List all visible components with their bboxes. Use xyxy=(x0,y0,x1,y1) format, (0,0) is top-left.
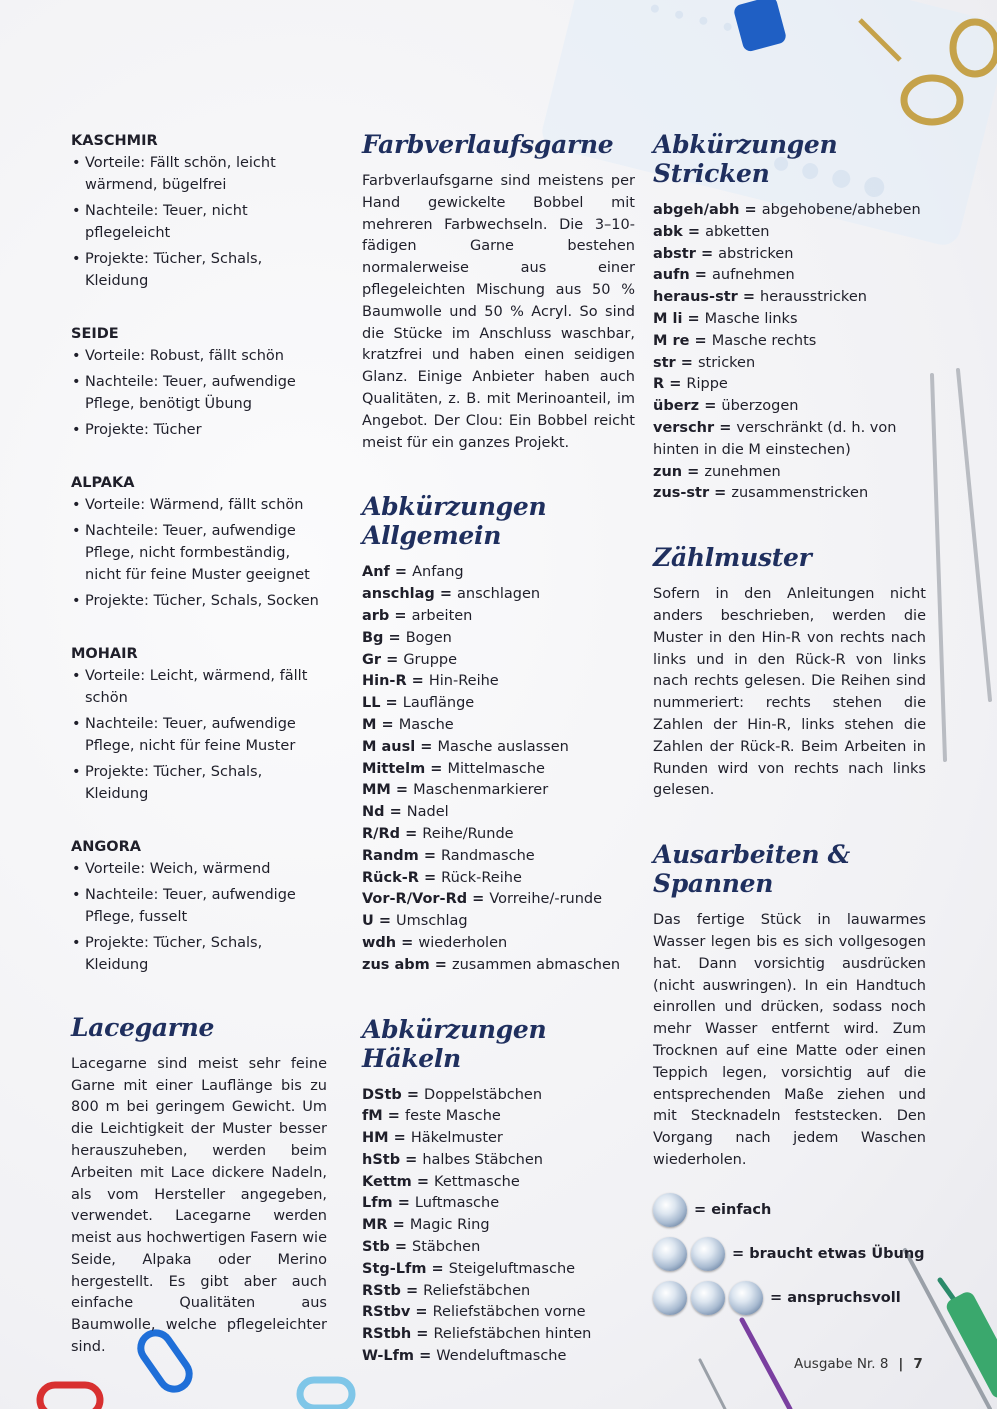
yarn-ball-icon xyxy=(653,1281,687,1315)
equals-sign: = xyxy=(664,376,687,393)
fiber-title: MOHAIR xyxy=(71,645,138,662)
abbreviation-key: Rück-R xyxy=(362,869,419,886)
equals-sign: = xyxy=(737,289,761,306)
fiber-bullet-item: • Nachteile: Teuer, aufwendige Pflege, benötigt Übung xyxy=(71,372,327,416)
yarn-ball-icon xyxy=(653,1193,687,1227)
abbreviation-value: abstricken xyxy=(718,245,794,262)
fiber-title: SEIDE xyxy=(71,325,119,342)
equals-sign: = xyxy=(689,332,712,349)
abbreviation-value: zusammenstricken xyxy=(731,485,869,502)
abbreviation-key: Stg-Lfm xyxy=(362,1260,427,1277)
abbreviation-key: M xyxy=(362,716,377,733)
abbreviation-key: M re xyxy=(653,332,690,349)
abbreviation-value: Reliefstäbchen hinten xyxy=(433,1326,592,1343)
zaehlmuster-heading: Zählmuster xyxy=(653,543,812,573)
abbreviation-key: R/Rd xyxy=(362,825,401,842)
fiber-bullets xyxy=(71,346,327,442)
page-footer xyxy=(794,1356,923,1372)
ausarbeiten-text: Das fertige Stück in lauwarmes Wasser legen bis es sich vollgesogen hat. Dann vorsichtig ausdrücken (nicht auswringen). In ein Handtuch einrollen und drücken, sodass noch mehr Wasser entfernt wird. Zum Trocknen auf eine Matte oder einen Teppich legen, vorsichtig auf die entsprechenden Maße ziehen und mit Stecknadeln feststecken. Den Vorgang nach jedem Waschen wiederholen. xyxy=(653,912,926,1168)
abbreviation-value: Lauflänge xyxy=(402,695,475,712)
fiber-title: ALPAKA xyxy=(71,474,135,491)
abbreviation-key: wdh xyxy=(362,934,397,951)
column-left xyxy=(71,130,327,1359)
difficulty-row xyxy=(653,1232,926,1276)
fiber-bullet-item: • Vorteile: Weich, wärmend xyxy=(71,859,327,881)
fiber-bullet-item: • Nachteile: Teuer, nicht pflegeleicht xyxy=(71,201,327,245)
ausarbeiten-heading-line1: Ausarbeiten & xyxy=(653,840,850,870)
abbreviation-value: wiederholen xyxy=(418,934,508,951)
abbreviation-key: abstr xyxy=(653,245,696,262)
abbreviation-item xyxy=(653,265,926,287)
fiber-section xyxy=(71,836,327,977)
abbreviation-key: Anf xyxy=(362,564,390,581)
abbreviation-item xyxy=(362,606,635,628)
abbreviation-item xyxy=(362,562,635,584)
abbreviation-value: herausstricken xyxy=(760,289,867,306)
lacegarne-text: Lacegarne sind meist sehr feine Garne mit einer Lauflänge bis zu 800 m bei geringem Gewicht. Um die Leichtigkeit der Muster besser herauszuheben, werden beim Arbeiten mit Lace dickere Nadeln, als vom Hersteller angegeben, verwendet. Lacegarne werden meist aus hochwertigen Fasern wie Seide, Alpaka oder Merino hergestellt. Es gibt aber auch einfache Qualitäten aus Baumwolle, welche pflegeleichter sind. xyxy=(71,1055,327,1356)
abbreviation-value: Luftmasche xyxy=(414,1195,500,1212)
abbreviation-item xyxy=(653,374,926,396)
equals-sign: = xyxy=(682,223,706,240)
abbreviation-value: Gruppe xyxy=(403,651,458,668)
abbreviation-key: LL xyxy=(362,695,381,712)
abbreviation-item xyxy=(362,715,635,737)
fiber-section xyxy=(71,472,327,613)
abbreviation-value: Nadel xyxy=(406,804,449,821)
abbreviation-key: zun xyxy=(653,463,683,480)
equals-sign: = xyxy=(406,673,429,690)
fiber-bullet-item: • Vorteile: Wärmend, fällt schön xyxy=(71,495,327,517)
abbreviation-key: abgeh/abh xyxy=(653,202,740,218)
abbreviation-item xyxy=(362,1215,635,1237)
abbreviation-item xyxy=(362,1281,635,1303)
abk-allgemein-heading-line1: Abkürzungen xyxy=(362,492,547,522)
equals-sign: = xyxy=(387,1217,410,1234)
fiber-title: ANGORA xyxy=(71,838,141,855)
abbreviation-value: Maschenmarkierer xyxy=(413,782,549,799)
fiber-bullet-item: • Projekte: Tücher, Schals, Kleidung xyxy=(71,249,327,293)
fiber-sections xyxy=(71,130,327,977)
difficulty-label: = einfach xyxy=(694,1201,772,1218)
abbreviation-value: abketten xyxy=(705,223,770,240)
abbreviation-item xyxy=(653,353,926,375)
equals-sign: = xyxy=(373,913,397,930)
abbreviation-value: Wendeluftmasche xyxy=(436,1348,567,1365)
abbreviation-value: Masche xyxy=(398,716,454,733)
column-right xyxy=(653,130,926,1320)
fiber-bullet-item: • Projekte: Tücher, Schals, Socken xyxy=(71,591,327,613)
equals-sign: = xyxy=(709,485,732,502)
equals-sign: = xyxy=(699,398,722,415)
equals-sign: = xyxy=(400,825,423,842)
abbreviation-key: str xyxy=(653,354,676,371)
equals-sign: = xyxy=(414,1348,437,1365)
abk-haekeln-heading: Abkürzungen Häkeln xyxy=(362,1014,547,1073)
fiber-bullets xyxy=(71,153,327,293)
abbreviation-value: Häkelmuster xyxy=(410,1130,503,1147)
abbreviation-key: hStb xyxy=(362,1151,401,1168)
abbreviation-item xyxy=(653,396,926,418)
fiber-section xyxy=(71,323,327,442)
abk-stricken-list xyxy=(653,200,926,505)
abbreviation-value: Reliefstäbchen vorne xyxy=(432,1304,586,1321)
abbreviation-value: Stäbchen xyxy=(412,1239,481,1256)
abbreviation-value: Anfang xyxy=(412,564,464,581)
abbreviation-key: Vor-R/Vor-Rd xyxy=(362,891,468,908)
abbreviation-item xyxy=(362,1085,635,1107)
equals-sign: = xyxy=(411,1173,435,1190)
yarn-ball-icon xyxy=(691,1237,725,1271)
fiber-bullet-item: • Vorteile: Robust, fällt schön xyxy=(71,346,327,368)
equals-sign: = xyxy=(695,245,719,262)
abbreviation-item xyxy=(653,483,926,505)
abbreviation-item xyxy=(362,1150,635,1172)
abbreviation-item xyxy=(653,331,926,353)
footer-separator: | xyxy=(898,1356,904,1372)
abbreviation-item xyxy=(362,671,635,693)
abbreviation-item xyxy=(362,584,635,606)
abbreviation-item xyxy=(362,933,635,955)
fiber-bullet-item: • Vorteile: Fällt schön, leicht wärmend, bügelfrei xyxy=(71,153,327,197)
fiber-bullet-item: • Projekte: Tücher xyxy=(71,420,327,442)
abbreviation-item xyxy=(362,693,635,715)
abbreviation-item xyxy=(362,759,635,781)
difficulty-label: = anspruchsvoll xyxy=(770,1289,901,1306)
abbreviation-item xyxy=(362,1172,635,1194)
abbreviation-key: M ausl xyxy=(362,738,416,755)
abbreviation-item xyxy=(362,780,635,802)
abbreviation-value: Magic Ring xyxy=(409,1217,490,1234)
equals-sign: = xyxy=(426,1260,449,1277)
equals-sign: = xyxy=(389,564,413,581)
abbreviation-value: überzogen xyxy=(721,398,799,415)
abbreviation-item xyxy=(362,1324,635,1346)
equals-sign: = xyxy=(675,354,698,371)
farbverlauf-heading: Farbverlaufsgarne xyxy=(362,130,614,159)
abbreviation-value: Hin-Reihe xyxy=(428,673,499,690)
equals-sign: = xyxy=(382,1108,405,1125)
equals-sign: = xyxy=(401,1086,425,1103)
abbreviation-item xyxy=(362,1193,635,1215)
abbreviation-value: Doppelstäbchen xyxy=(424,1086,543,1103)
abbreviation-key: RStb xyxy=(362,1282,401,1299)
abbreviation-item xyxy=(653,244,926,266)
abbreviation-key: MR xyxy=(362,1217,388,1234)
abbreviation-item xyxy=(653,222,926,244)
abk-allgemein-list xyxy=(362,562,635,976)
equals-sign: = xyxy=(388,1130,411,1147)
abbreviation-value: halbes Stäbchen xyxy=(422,1151,543,1168)
issue-label: Ausgabe Nr. 8 xyxy=(794,1356,889,1372)
abbreviation-key: Nd xyxy=(362,804,385,821)
abbreviation-value: Steigeluftmasche xyxy=(448,1260,576,1277)
abk-allgemein-heading-line2: Allgemein xyxy=(362,521,502,551)
abbreviation-item xyxy=(653,200,926,222)
abbreviation-key: RStbv xyxy=(362,1304,411,1321)
equals-sign: = xyxy=(418,869,442,886)
equals-sign: = xyxy=(415,738,438,755)
abbreviation-key: Stb xyxy=(362,1239,390,1256)
ausarbeiten-heading xyxy=(653,840,926,898)
abbreviation-item xyxy=(362,846,635,868)
equals-sign: = xyxy=(381,651,404,668)
difficulty-legend xyxy=(653,1188,926,1320)
abbreviation-key: fM xyxy=(362,1108,383,1125)
fiber-section xyxy=(71,643,327,806)
abbreviation-key: Randm xyxy=(362,847,419,864)
column-middle xyxy=(362,130,635,1368)
abbreviation-key: Hin-R xyxy=(362,673,407,690)
abbreviation-item xyxy=(653,309,926,331)
lacegarne-heading: Lacegarne xyxy=(71,1012,215,1042)
fiber-bullet-item: • Nachteile: Teuer, aufwendige Pflege, nicht formbeständig, nicht für feine Muster geeignet xyxy=(71,521,327,586)
equals-sign: = xyxy=(389,1239,413,1256)
equals-sign: = xyxy=(467,891,490,908)
abbreviation-key: arb xyxy=(362,607,390,624)
abbreviation-item xyxy=(362,1346,635,1368)
abbreviation-item xyxy=(362,868,635,890)
equals-sign: = xyxy=(396,934,419,951)
abbreviation-item xyxy=(362,650,635,672)
fiber-bullets xyxy=(71,495,327,613)
abbreviation-item xyxy=(362,1259,635,1281)
abbreviation-value: Reihe/Runde xyxy=(422,825,514,842)
abbreviation-item xyxy=(653,418,926,462)
abbreviation-value: abgehobene/abheben xyxy=(761,202,921,218)
zaehlmuster-text: Sofern in den Anleitungen nicht anders beschrieben, werden die Muster in den Hin-R von rechts nach links und in den Rück-R von links nach rechts gelesen. Die Reihen sind nummeriert: rechts stehen die Zahlen der Hin-R, links stehen die Zahlen der Rück-R. Beim Arbeiten in Runden wird von rechts nach links gelesen. xyxy=(653,586,926,799)
abbreviation-value: Bogen xyxy=(405,629,452,646)
abbreviation-key: HM xyxy=(362,1130,389,1147)
abk-stricken-heading: Abkürzungen Stricken xyxy=(653,130,838,188)
abbreviation-key: verschr xyxy=(653,419,715,436)
difficulty-label: = braucht etwas Übung xyxy=(732,1245,925,1262)
page-number: 7 xyxy=(913,1356,923,1372)
abbreviation-item xyxy=(362,955,635,977)
abbreviation-value: Mittelmasche xyxy=(447,760,545,777)
abbreviation-key: Lfm xyxy=(362,1195,393,1212)
abbreviation-value: Rippe xyxy=(686,376,728,393)
abbreviation-item xyxy=(362,1106,635,1128)
abbreviation-key: Gr xyxy=(362,651,382,668)
abbreviation-value: verschränkt (d. h. von hinten in die M einstechen) xyxy=(653,419,897,458)
abbreviation-value: Masche links xyxy=(704,310,798,327)
abbreviation-key: überz xyxy=(653,398,700,415)
abbreviation-value: Umschlag xyxy=(396,913,468,930)
abbreviation-key: aufn xyxy=(653,267,690,284)
fiber-bullet-item: • Projekte: Tücher, Schals, Kleidung xyxy=(71,933,327,977)
abbreviation-key: Kettm xyxy=(362,1173,412,1190)
abbreviation-value: anschlagen xyxy=(457,586,541,603)
equals-sign: = xyxy=(418,847,442,864)
abbreviation-item xyxy=(653,462,926,484)
fiber-title: KASCHMIR xyxy=(71,133,158,149)
abbreviation-value: zusammen abmaschen xyxy=(451,956,621,973)
abbreviation-key: abk xyxy=(653,223,683,240)
abbreviation-value: Vorreihe/-runde xyxy=(489,891,603,908)
equals-sign: = xyxy=(689,267,712,284)
equals-sign: = xyxy=(410,1304,433,1321)
equals-sign: = xyxy=(383,629,406,646)
abbreviation-item xyxy=(653,287,926,309)
fiber-section xyxy=(71,130,327,293)
fiber-bullet-item: • Nachteile: Teuer, aufwendige Pflege, nicht für feine Muster xyxy=(71,714,327,758)
equals-sign: = xyxy=(682,463,705,480)
abbreviation-item xyxy=(362,1237,635,1259)
equals-sign: = xyxy=(384,804,407,821)
abbreviation-value: feste Masche xyxy=(405,1108,501,1125)
abk-haekeln-list xyxy=(362,1085,635,1368)
abbreviation-key: W-Lfm xyxy=(362,1348,415,1365)
abbreviation-key: RStbh xyxy=(362,1326,412,1343)
equals-sign: = xyxy=(425,760,448,777)
abbreviation-value: Kettmasche xyxy=(434,1173,520,1190)
abbreviation-item xyxy=(362,1302,635,1324)
abbreviation-item xyxy=(362,628,635,650)
abbreviation-key: zus abm xyxy=(362,956,430,973)
equals-sign: = xyxy=(376,716,399,733)
fiber-bullets xyxy=(71,666,327,806)
abbreviation-item xyxy=(362,824,635,846)
abbreviation-value: Masche auslassen xyxy=(437,738,569,755)
abbreviation-key: Bg xyxy=(362,629,384,646)
equals-sign: = xyxy=(390,782,414,799)
equals-sign: = xyxy=(739,202,762,218)
abbreviation-key: U xyxy=(362,913,374,930)
abbreviation-key: DStb xyxy=(362,1086,402,1103)
equals-sign: = xyxy=(411,1326,434,1343)
equals-sign: = xyxy=(392,1195,415,1212)
abbreviation-value: Rück-Reihe xyxy=(441,869,522,886)
abbreviation-value: Randmasche xyxy=(441,847,535,864)
equals-sign: = xyxy=(714,419,737,436)
fiber-bullet-item: • Projekte: Tücher, Schals, Kleidung xyxy=(71,762,327,806)
abbreviation-key: heraus-str xyxy=(653,289,738,306)
abbreviation-value: Masche rechts xyxy=(711,332,817,349)
abbreviation-item xyxy=(362,802,635,824)
fiber-bullets xyxy=(71,859,327,977)
abk-allgemein-heading xyxy=(362,492,635,550)
abbreviation-key: MM xyxy=(362,782,391,799)
equals-sign: = xyxy=(400,1151,423,1168)
equals-sign: = xyxy=(389,607,412,624)
equals-sign: = xyxy=(400,1282,424,1299)
difficulty-row xyxy=(653,1276,926,1320)
abbreviation-item xyxy=(362,911,635,933)
difficulty-row xyxy=(653,1188,926,1232)
yarn-ball-icon xyxy=(691,1281,725,1315)
abbreviation-value: aufnehmen xyxy=(712,267,795,284)
abbreviation-key: zus-str xyxy=(653,485,710,502)
equals-sign: = xyxy=(434,586,458,603)
ausarbeiten-heading-line2: Spannen xyxy=(653,869,774,899)
farbverlauf-text: Farbverlaufsgarne sind meistens per Hand gewickelte Bobbel mit mehreren Farbwechseln. Die 3–10-fädigen Garne bestehen normalerweise aus einer pflegeleichten Mischung aus 50 % Baumwolle und 50 % Acryl. So sind die Stücke im Anschluss waschbar, kratzfrei und haben einen seidigen Glanz. Einige Anbieter haben auch Qualitäten, z. B. mit Merinoanteil, im Angebot. Der Clou: Ein Bobbel reicht meist für ein ganzes Projekt. xyxy=(362,173,635,451)
abbreviation-value: Reliefstäbchen xyxy=(423,1282,531,1299)
abbreviation-item xyxy=(362,737,635,759)
abbreviation-key: Mittelm xyxy=(362,760,426,777)
equals-sign: = xyxy=(380,695,403,712)
abbreviation-item xyxy=(362,889,635,911)
yarn-ball-icon xyxy=(729,1281,763,1315)
knitting-needle-icon xyxy=(932,370,990,760)
equals-sign: = xyxy=(682,310,705,327)
abbreviation-key: anschlag xyxy=(362,586,435,603)
yarn-ball-icon xyxy=(653,1237,687,1271)
abbreviation-value: stricken xyxy=(697,354,756,371)
equals-sign: = xyxy=(429,956,452,973)
abbreviation-value: zunehmen xyxy=(704,463,781,480)
abbreviation-item xyxy=(362,1128,635,1150)
fiber-bullet-item: • Vorteile: Leicht, wärmend, fällt schön xyxy=(71,666,327,710)
abbreviation-value: arbeiten xyxy=(411,607,473,624)
fiber-bullet-item: • Nachteile: Teuer, aufwendige Pflege, fusselt xyxy=(71,885,327,929)
abbreviation-key: R xyxy=(653,376,665,393)
abbreviation-key: M li xyxy=(653,310,683,327)
